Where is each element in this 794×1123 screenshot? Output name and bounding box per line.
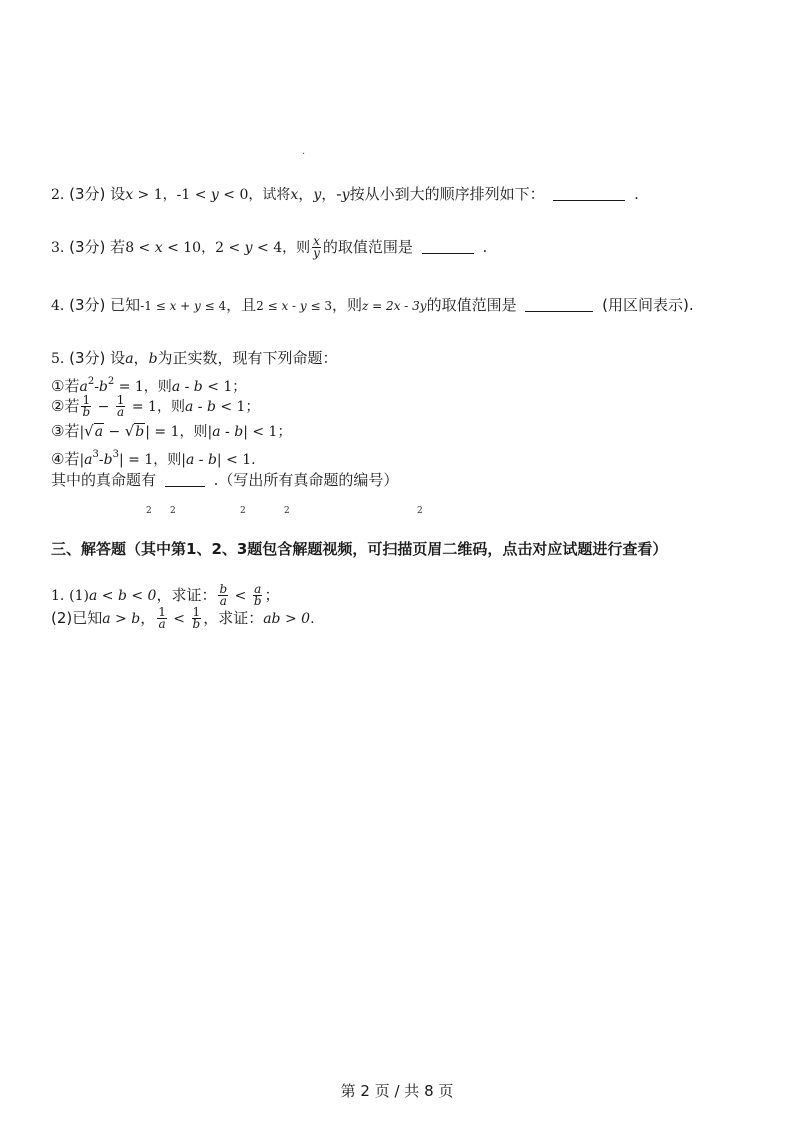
question-number: 3. <box>51 240 65 256</box>
question-text: (用区间表示). <box>602 296 694 314</box>
question-4 <box>51 294 694 317</box>
math-var: b <box>103 452 113 468</box>
fraction-numerator: a <box>254 582 262 596</box>
superscript: 2 <box>107 376 115 387</box>
question-text: ，求证： <box>203 609 264 627</box>
fraction <box>253 584 263 607</box>
question-5-answer <box>51 469 398 491</box>
math-text: - <box>94 379 99 395</box>
math-text: < 4，则 <box>252 240 311 256</box>
fraction-denominator: a <box>219 594 227 608</box>
proposition-4 <box>51 444 256 471</box>
sqrt-sign: √ <box>84 422 94 440</box>
math-var: b <box>98 379 108 395</box>
fraction <box>218 584 228 607</box>
math-text: = 1，则 <box>114 379 172 395</box>
question-number: 1. <box>51 588 65 604</box>
math-var: a <box>125 351 134 367</box>
question-text: 若 <box>110 238 126 256</box>
math-text: . <box>310 611 315 627</box>
question-text: . <box>634 185 639 203</box>
proposition-3 <box>51 420 291 443</box>
superscript: 3 <box>112 449 119 460</box>
math-text: | <box>216 452 222 468</box>
fraction-denominator: b <box>253 594 262 608</box>
math-text: < 1； <box>215 399 260 415</box>
scan-artifact: 2 <box>146 506 152 516</box>
math-var: x <box>154 240 163 256</box>
question-text: ，且 <box>226 296 257 314</box>
fraction-denominator: y <box>313 246 320 260</box>
answer-blank[interactable] <box>165 472 205 487</box>
scan-artifact: 2 <box>417 506 423 516</box>
scan-artifact: 2 <box>284 506 290 516</box>
math-var: z = 2x - 3y <box>362 299 427 313</box>
math-text: < 0，试将 <box>218 187 291 203</box>
math-var: b <box>135 424 145 440</box>
math-var: y <box>341 187 350 203</box>
math-text: -1 ≤ <box>140 299 170 313</box>
math-text: -1 < <box>176 187 211 203</box>
math-text: − <box>93 399 114 415</box>
math-text: < 1； <box>202 379 247 395</box>
math-text: ≤ 3 <box>306 299 333 313</box>
proposition-mark: ④若 <box>51 450 80 468</box>
math-var: y <box>210 187 219 203</box>
fraction-numerator: x <box>313 234 320 248</box>
math-text: < <box>230 588 251 604</box>
question-text: 其中的真命题有 <box>51 471 157 489</box>
fraction <box>116 395 126 418</box>
proposition-mark: ②若 <box>51 397 80 415</box>
fraction-numerator: 1 <box>116 393 125 407</box>
fraction <box>157 607 167 630</box>
question-text: ； <box>264 586 280 604</box>
math-var: a > b <box>102 611 141 627</box>
question-text: ，求证： <box>156 586 217 604</box>
question-number: 5. <box>51 351 65 367</box>
math-var: a < b < 0 <box>88 588 157 604</box>
math-text: | <box>145 424 150 440</box>
question-score: (3分) <box>69 296 106 314</box>
math-var: a <box>84 452 93 468</box>
math-text: - <box>98 452 104 468</box>
solution-question-1 <box>51 584 280 607</box>
sqrt-sign: √ <box>124 422 135 440</box>
answer-blank[interactable] <box>553 186 625 201</box>
math-text: = 1，则 <box>127 399 185 415</box>
math-text: | <box>79 452 85 468</box>
math-var: ab > 0 <box>263 611 311 627</box>
question-text: ， <box>140 609 156 627</box>
section-title: 三、解答题（其中第1、2、3题包含解题视频，可扫描页眉二维码，点击对应试题进行查看） <box>51 540 668 558</box>
math-text: | <box>118 452 124 468</box>
question-text: 的取值范围是 <box>426 296 517 314</box>
math-var: a <box>94 424 104 440</box>
math-var: a - b <box>184 399 216 415</box>
fraction <box>192 607 202 630</box>
math-text: | <box>79 424 85 440</box>
math-var: x - y <box>281 299 307 313</box>
math-var: x <box>290 187 299 203</box>
proposition-mark: ①若 <box>51 377 80 395</box>
math-text: ， <box>298 185 314 203</box>
question-text: ，则 <box>332 296 363 314</box>
fraction-numerator: 1 <box>82 393 91 407</box>
math-text: > 1， <box>133 187 177 203</box>
fraction-numerator: 1 <box>158 605 166 619</box>
proposition-mark: ③若 <box>51 422 80 440</box>
math-var: y <box>313 187 322 203</box>
math-text: < 1. <box>221 452 256 468</box>
fraction-denominator: b <box>82 405 91 419</box>
math-var: a - b <box>185 452 217 468</box>
solution-question-1-part-2 <box>51 607 315 630</box>
fraction-denominator: b <box>192 617 201 631</box>
question-text: .（写出所有真命题的编号） <box>213 471 399 489</box>
question-text: 设 <box>110 349 126 367</box>
math-text: | <box>207 424 213 440</box>
math-var: a - b <box>171 379 203 395</box>
math-text: − <box>104 424 125 440</box>
scan-artifact: 2 <box>240 506 246 516</box>
math-text: < 1； <box>247 424 292 440</box>
question-score: (3分) <box>69 238 106 256</box>
fraction-denominator: a <box>158 617 166 631</box>
superscript: 3 <box>92 449 99 460</box>
question-part: (2)已知 <box>51 609 103 627</box>
page-footer: 第 2 页 / 共 8 页 <box>340 1082 454 1100</box>
fraction-numerator: 1 <box>192 605 201 619</box>
proposition-1 <box>51 371 246 398</box>
question-score: (3分) <box>69 185 106 203</box>
superscript: 2 <box>87 376 95 387</box>
question-5 <box>51 347 338 370</box>
page-dot: . <box>302 146 306 157</box>
math-var: a <box>79 379 88 395</box>
question-part: (1) <box>69 588 89 604</box>
math-var: a - b <box>212 424 244 440</box>
question-text: ， <box>133 349 149 367</box>
question-number: 2. <box>51 187 65 203</box>
question-text: . <box>482 238 488 256</box>
question-text: 按从小到大的顺序排列如下： <box>349 185 545 203</box>
math-text: ≤ 4 <box>200 299 227 313</box>
math-text: 2 ≤ <box>256 299 282 313</box>
math-text: = 1，则 <box>149 424 208 440</box>
answer-blank[interactable] <box>422 239 474 254</box>
answer-blank[interactable] <box>525 297 593 312</box>
scan-artifact: 2 <box>170 506 176 516</box>
proposition-2 <box>51 395 259 418</box>
math-text: | <box>181 452 186 468</box>
question-2 <box>51 183 639 206</box>
fraction <box>81 395 91 418</box>
math-text: < 10， <box>162 240 216 256</box>
question-score: (3分) <box>69 349 106 367</box>
math-var: x + y <box>169 299 201 313</box>
math-text: ，- <box>321 185 342 203</box>
fraction-denominator: a <box>117 405 125 419</box>
math-text: 2 < <box>215 240 245 256</box>
math-text: < <box>168 611 190 627</box>
math-var: y <box>244 240 253 256</box>
question-text: 设 <box>110 185 126 203</box>
fraction-numerator: b <box>219 582 228 596</box>
question-number: 4. <box>51 298 65 314</box>
math-var: b <box>148 351 158 367</box>
math-text: 8 < <box>125 240 155 256</box>
question-text: 为正实数，现有下列命题： <box>157 349 338 367</box>
fraction <box>312 236 321 259</box>
math-text: | <box>243 424 248 440</box>
question-text: 的取值范围是 <box>322 238 413 256</box>
question-text: 已知 <box>110 296 141 314</box>
question-3 <box>51 236 487 259</box>
math-text: = 1，则 <box>123 452 182 468</box>
math-var: x <box>125 187 134 203</box>
